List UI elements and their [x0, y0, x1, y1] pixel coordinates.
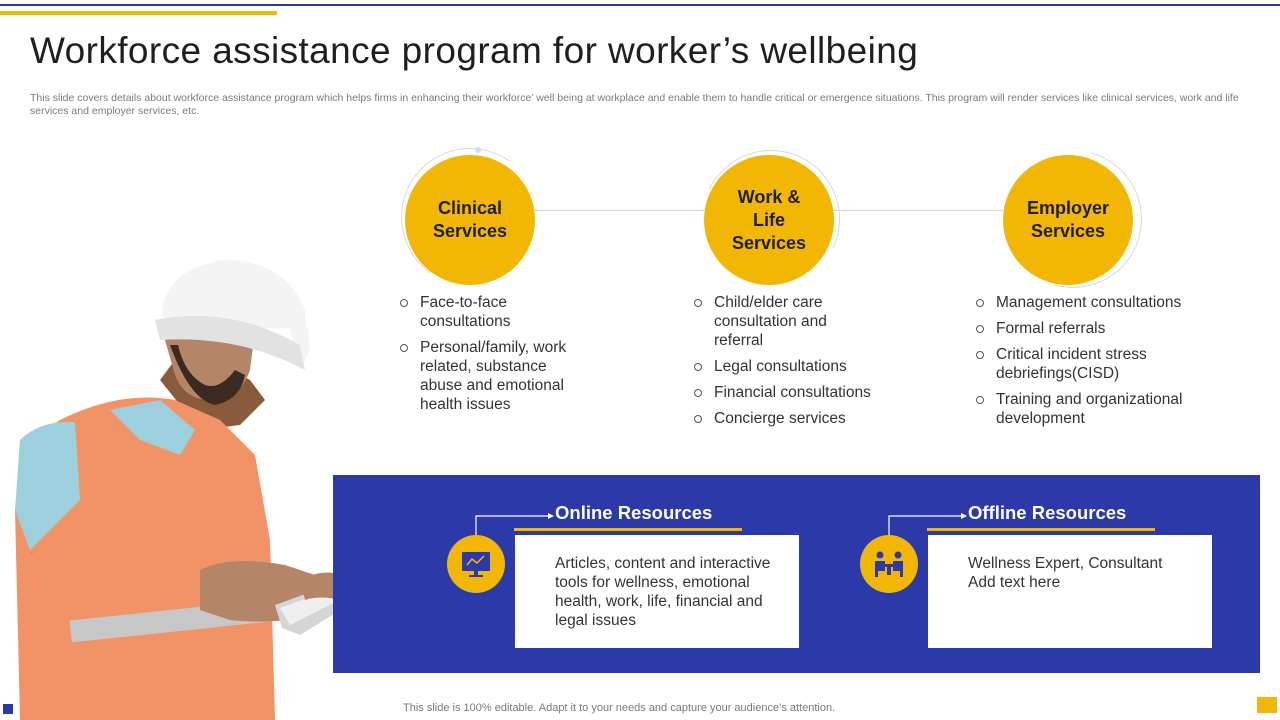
list-item: Face-to-face consultations: [400, 293, 585, 331]
list-item: Concierge services: [694, 409, 894, 428]
offline-resources-icon-circle: [860, 535, 918, 593]
top-rule-yellow: [0, 11, 277, 15]
clinical-services-list: [400, 293, 585, 421]
work-life-services-list: [694, 293, 894, 435]
offline-resources-title: Offline Resources: [968, 502, 1127, 523]
employer-services-list: [976, 293, 1206, 435]
online-resources-text: Articles, content and interactive tools for wellness, emotional health, work, life, financial and legal issues: [555, 555, 771, 629]
employer-services-circle: [1003, 155, 1133, 285]
work-life-services-label: Work & Life Services: [731, 186, 807, 253]
list-item: Training and organizational development: [976, 390, 1206, 428]
list-item: Formal referrals: [976, 319, 1206, 338]
offline-resources-underline: [927, 528, 1155, 531]
offline-resources-box: [928, 535, 1212, 648]
corner-square-blue: [3, 704, 13, 714]
online-resources-box: [515, 535, 799, 648]
list-item: Financial consultations: [694, 383, 894, 402]
list-item: Personal/family, work related, substance abuse and emotional health issues: [400, 338, 585, 414]
slide-subtitle: This slide covers details about workforce assistance program which helps firms in enhancing their workforce' well being at workplace and enable them to handle critical or emergence situations. This program will render services like clinical services, work and life services and employer services, etc.: [30, 92, 1239, 117]
connector-line-1: [534, 210, 704, 211]
top-rule-blue: [0, 4, 1280, 6]
meeting-icon: [872, 549, 906, 579]
slide-title: Workforce assistance program for worker’s wellbeing: [30, 30, 919, 71]
list-item: Critical incident stress debriefings(CISD): [976, 345, 1176, 383]
footer-note: This slide is 100% editable. Adapt it to your needs and capture your audience’s attention.: [403, 702, 836, 714]
online-resources-title: Online Resources: [555, 502, 713, 523]
monitor-icon: [460, 549, 492, 579]
online-resources-underline: [514, 528, 742, 531]
online-resources-icon-circle: [447, 535, 505, 593]
list-item: Management consultations: [976, 293, 1206, 312]
list-item: Child/elder care consultation and referral: [694, 293, 834, 350]
corner-square-yellow: [1257, 697, 1277, 713]
work-life-services-circle: [704, 155, 834, 285]
decorative-dot: [475, 147, 481, 153]
offline-resources-text: Wellness Expert, Consultant Add text here: [968, 555, 1163, 591]
list-item: Legal consultations: [694, 357, 894, 376]
clinical-services-circle: [405, 155, 535, 285]
connector-line-2: [833, 210, 1003, 211]
clinical-services-label: Clinical Services: [432, 198, 508, 241]
employer-services-label: Employer Services: [1026, 198, 1110, 241]
